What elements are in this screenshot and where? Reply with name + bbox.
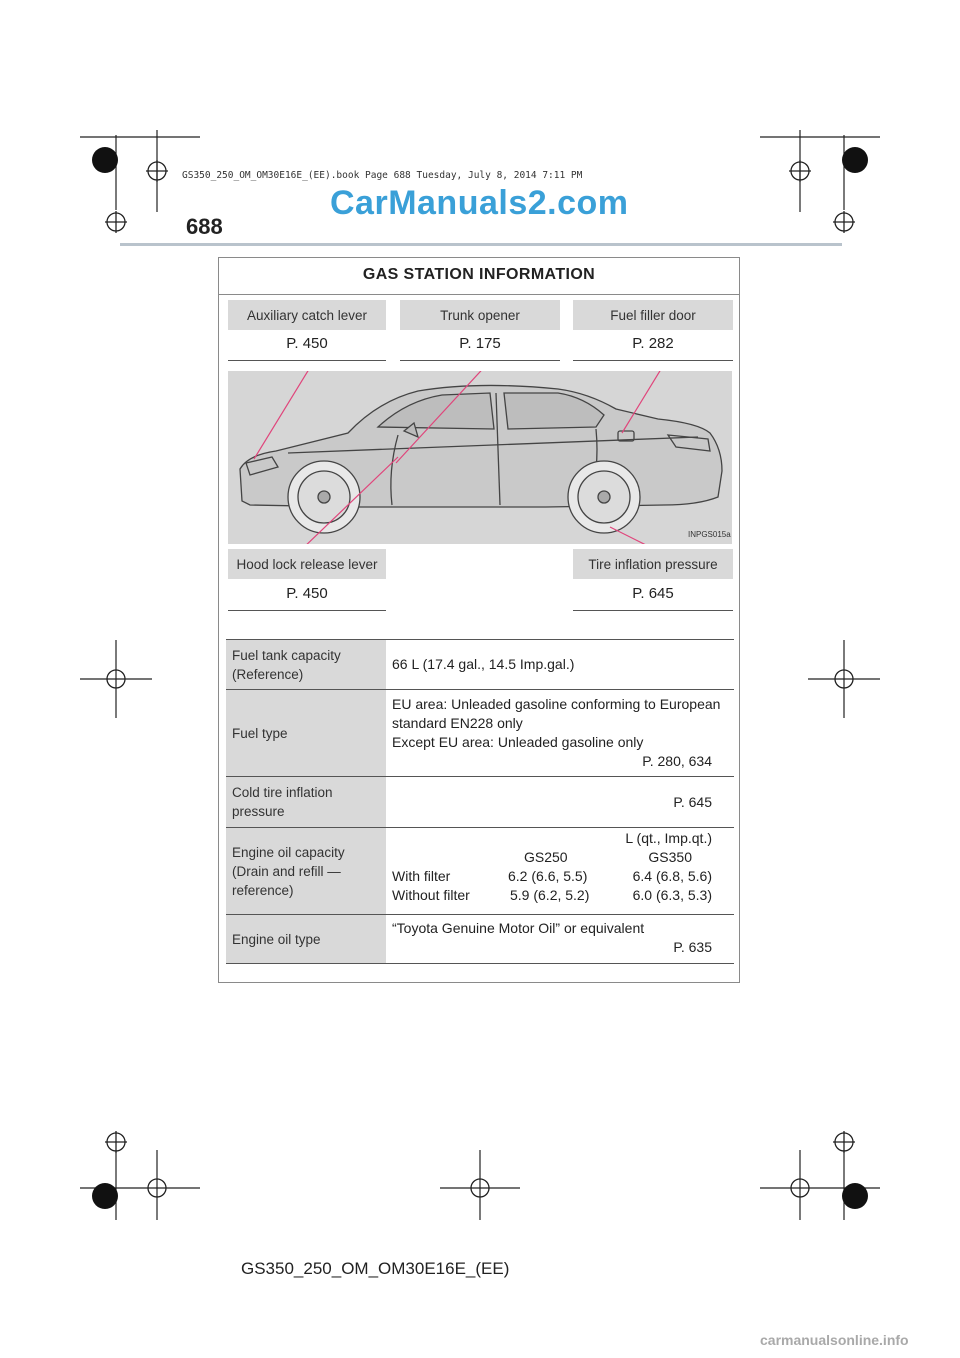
label-underline [400,360,560,361]
car-illustration [228,371,732,544]
label-underline [573,360,733,361]
label-underline [228,610,386,611]
spec-row-fuel-tank [226,639,734,689]
spec-row-engine-oil-type [226,914,734,964]
oil-row-label: Without filter [392,887,470,903]
spec-key: Cold tire inflation pressure [226,777,386,827]
page-ref-tire-inflation-pressure[interactable]: P. 645 [632,585,674,602]
footer-code: GS350_250_OM_OM30E16E_(EE) [241,1259,510,1278]
oil-value: 5.9 (6.2, 5.2) [510,887,590,903]
header-rule [120,243,842,246]
label-underline [228,360,386,361]
oil-unit: L (qt., Imp.qt.) [625,830,712,846]
fuel-type-line1: EU area: Unleaded gasoline conforming to European [392,696,721,712]
spec-row-engine-oil-capacity [226,827,734,914]
fuel-type-line2: standard EN228 only [392,715,523,731]
oil-value: 6.4 (6.8, 5.6) [632,868,712,884]
page-ref-auxiliary-catch-lever[interactable]: P. 450 [286,335,328,352]
spec-key: Fuel tank capacity (Reference) [226,640,386,689]
spec-value [392,828,712,915]
oil-col-gs250: GS250 [524,849,568,865]
page-ref-hood-lock-release-lever[interactable]: P. 450 [286,585,328,602]
image-code: INPGS015a [688,530,731,539]
car-side-view [228,371,732,544]
oil-value: 6.2 (6.6, 5.5) [508,868,588,884]
cold-tire-page-ref[interactable]: P. 645 [673,793,712,810]
spec-value [392,690,721,781]
label-underline [573,610,733,611]
oil-type-value: “Toyota Genuine Motor Oil” or equivalent [392,920,645,936]
page-ref-fuel-filler-door[interactable]: P. 282 [632,335,674,352]
label-auxiliary-catch-lever: Auxiliary catch lever [228,300,386,330]
oil-type-page-ref[interactable]: P. 635 [673,939,712,955]
spec-value [392,640,712,689]
fuel-tank-value: 66 L (17.4 gal., 14.5 Imp.gal.) [392,656,575,672]
fuel-type-page-ref[interactable]: P. 280, 634 [642,753,712,769]
panel-title-rule [219,294,739,295]
panel-title: GAS STATION INFORMATION [362,266,596,283]
label-trunk-opener: Trunk opener [400,300,560,330]
spec-row-cold-tire [226,776,734,827]
spec-key: Engine oil capacity (Drain and refill — reference) [226,828,386,914]
spec-row-fuel-type [226,689,734,776]
spec-key: Engine oil type [226,915,386,963]
spec-key: Fuel type [226,690,386,776]
watermark-top[interactable]: CarManuals2.com [330,184,629,222]
oil-col-gs350: GS350 [648,849,692,865]
spec-value [392,915,712,967]
page-number: 688 [186,214,223,239]
label-tire-inflation-pressure: Tire inflation pressure [573,549,733,579]
oil-row-label: With filter [392,868,451,884]
book-info-line: GS350_250_OM_OM30E16E_(EE).book Page 688 Tuesday, July 8, 2014 7:11 PM [182,170,583,181]
spec-value [392,777,712,827]
fuel-type-line3: Except EU area: Unleaded gasoline only [392,734,644,750]
page-ref-trunk-opener[interactable]: P. 175 [459,335,501,352]
oil-value: 6.0 (6.3, 5.3) [632,887,712,903]
label-hood-lock-release-lever: Hood lock release lever [228,549,386,579]
label-fuel-filler-door: Fuel filler door [573,300,733,330]
watermark-bottom[interactable]: carmanualsonline.info [760,1332,909,1348]
